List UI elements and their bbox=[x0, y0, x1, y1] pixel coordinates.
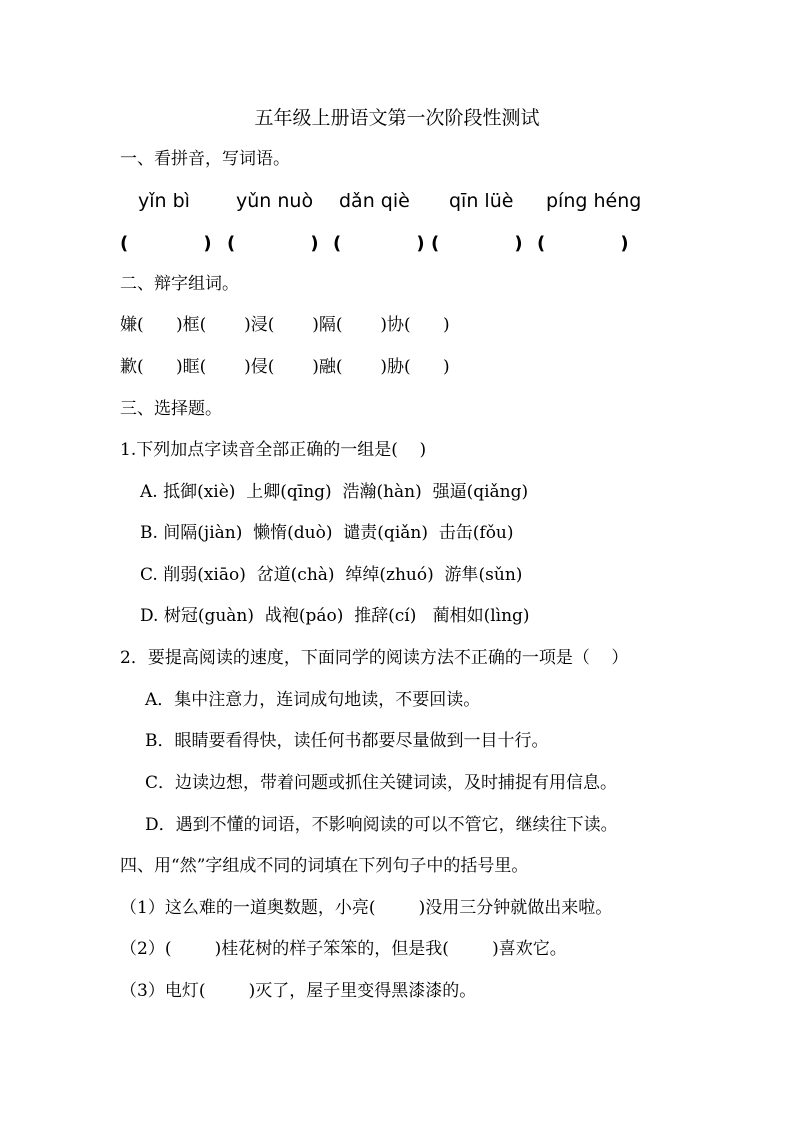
question-1-stem[interactable]: 1.下列加点字读音全部正确的一组是( ) bbox=[120, 440, 427, 460]
question-2-option-d[interactable]: D．遇到不懂的词语，不影响阅读的可以不管它，继续往下读。 bbox=[145, 815, 618, 835]
section3-heading: 三、选择题。 bbox=[120, 399, 222, 419]
section4-heading: 四、用“然”字组成不同的词填在下列句子中的括号里。 bbox=[120, 856, 529, 876]
question-2-stem[interactable]: 2．要提高阅读的速度，下面同学的阅读方法不正确的一项是（ ） bbox=[120, 648, 629, 668]
pinyin-item: dǎn qiè bbox=[339, 190, 410, 212]
answer-blank[interactable]: ( ) bbox=[333, 233, 425, 254]
answer-blank[interactable]: ( ) bbox=[227, 233, 319, 254]
pinyin-item: píng héng bbox=[546, 190, 642, 212]
fill-in-sentence-3[interactable]: （3）电灯( )灭了，屋子里变得黑漆漆的。 bbox=[120, 981, 477, 1001]
question-1-option-b[interactable]: B. 间隔(jiàn) 懒惰(duò) 谴责(qiǎn) 击缶(fǒu) bbox=[140, 523, 514, 543]
fill-in-sentence-1[interactable]: （1）这么难的一道奥数题，小亮( )没用三分钟就做出来啦。 bbox=[120, 898, 613, 918]
word-group-row-2[interactable]: 歉( )眶( )侵( )融( )胁( ) bbox=[120, 357, 450, 377]
question-1-option-d[interactable]: D. 树冠(guàn) 战袍(páo) 推辞(cí) 蔺相如(lìng) bbox=[140, 606, 530, 626]
question-2-option-a[interactable]: A．集中注意力，连词成句地读，不要回读。 bbox=[145, 690, 481, 710]
question-1-option-c[interactable]: C. 削弱(xiāo) 岔道(chà) 绰绰(zhuó) 游隼(sǔn) bbox=[140, 565, 523, 585]
pinyin-item: yǐn bì bbox=[138, 190, 190, 212]
word-group-row-1[interactable]: 嫌( )框( )浸( )隔( )协( ) bbox=[120, 315, 450, 335]
pinyin-item: yǔn nuò bbox=[236, 190, 314, 212]
fill-in-sentence-2[interactable]: （2）( )桂花树的样子笨笨的，但是我( )喜欢它。 bbox=[120, 939, 567, 959]
answer-blank[interactable]: ( ) bbox=[431, 233, 523, 254]
question-1-option-a[interactable]: A. 抵御(xiè) 上卿(qīng) 浩瀚(hàn) 强逼(qiǎng) bbox=[140, 482, 529, 502]
section1-heading: 一、看拼音，写词语。 bbox=[120, 149, 290, 169]
section2-heading: 二、辩字组词。 bbox=[120, 274, 239, 294]
pinyin-item: qīn lüè bbox=[449, 190, 514, 212]
question-2-option-c[interactable]: C．边读边想，带着问题或抓住关键词读，及时捕捉有用信息。 bbox=[145, 773, 618, 793]
answer-blank[interactable]: ( ) bbox=[120, 233, 212, 254]
page-title: 五年级上册语文第一次阶段性测试 bbox=[254, 107, 540, 129]
question-2-option-b[interactable]: B．眼睛要看得快，读任何书都要尽量做到一目十行。 bbox=[145, 731, 549, 751]
answer-blank[interactable]: ( ) bbox=[537, 233, 629, 254]
